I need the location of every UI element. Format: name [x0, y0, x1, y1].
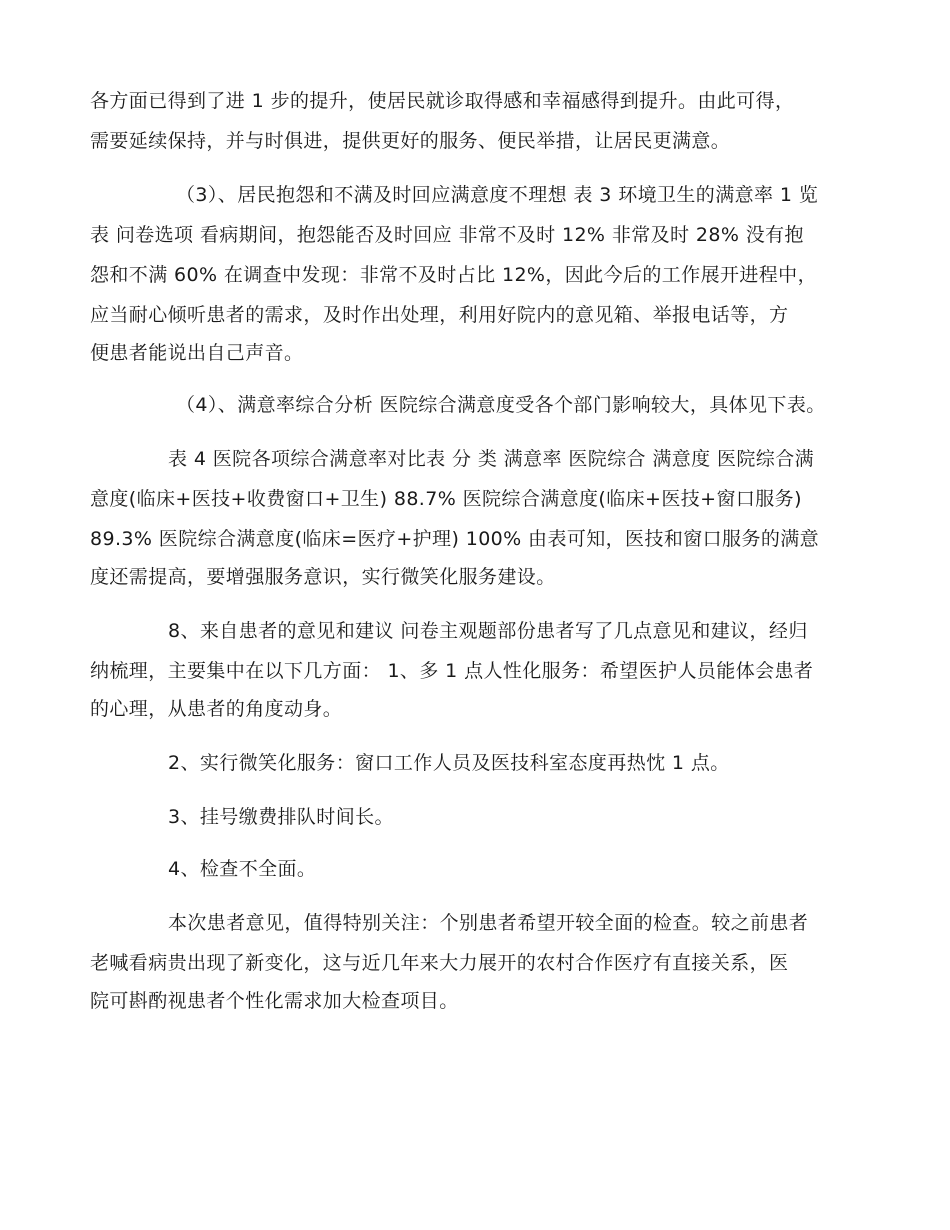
text-line: 的心理，从患者的角度动身。: [90, 698, 343, 720]
text-line: 怨和不满 60% 在调查中发现：非常不及时占比 12%，因此今后的工作展开进程中，: [90, 264, 817, 286]
text-line: 院可斟酌视患者个性化需求加大检查项目。: [90, 990, 459, 1012]
text-line: 便患者能说出自己声音。: [90, 342, 304, 364]
text-line: 老喊看病贵出现了新变化，这与近几年来大力展开的农村合作医疗有直接关系，医: [90, 952, 789, 974]
section-8-heading-line: 8、来自患者的意见和建议 问卷主观题部份患者写了几点意见和建议，经归: [168, 620, 808, 642]
text-line: 意度(临床+医技+收费窗口+卫生) 88.7% 医院综合满意度(临床+医技+窗口服务): [90, 488, 802, 510]
text-line: 需要延续保持，并与时俱进，提供更好的服务、便民举措，让居民更满意。: [90, 130, 731, 152]
section-4-heading-line: （4）、满意率综合分析 医院综合满意度受各个部门影响较大，具体见下表。: [176, 394, 826, 416]
text-line: 各方面已得到了进 1 步的提升，使居民就诊取得感和幸福感得到提升。由此可得，: [90, 90, 795, 112]
table-4-line: 表 4 医院各项综合满意率对比表 分 类 满意率 医院综合 满意度 医院综合满: [168, 448, 815, 470]
list-item: 4、检查不全面。: [168, 858, 317, 880]
section-3-heading-line: （3）、居民抱怨和不满及时回应满意度不理想 表 3 环境卫生的满意率 1 览: [176, 184, 819, 206]
text-line: 纳梳理，主要集中在以下几方面： 1、多 1 点人性化服务：希望医护人员能体会患者: [90, 660, 814, 682]
closing-paragraph-line: 本次患者意见，值得特别关注：个别患者希望开较全面的检查。较之前患者: [168, 912, 809, 934]
text-line: 度还需提高，要增强服务意识，实行微笑化服务建设。: [90, 566, 556, 588]
list-item: 3、挂号缴费排队时间长。: [168, 806, 394, 828]
text-line: 表 问卷选项 看病期间，抱怨能否及时回应 非常不及时 12% 非常及时 28% 没有抱: [90, 224, 804, 246]
text-line: 应当耐心倾听患者的需求，及时作出处理，利用好院内的意见箱、举报电话等，方: [90, 304, 789, 326]
text-line: 89.3% 医院综合满意度(临床=医疗+护理) 100% 由表可知，医技和窗口服务的满意: [90, 528, 820, 550]
list-item: 2、实行微笑化服务：窗口工作人员及医技科室态度再热忱 1 点。: [168, 752, 730, 774]
